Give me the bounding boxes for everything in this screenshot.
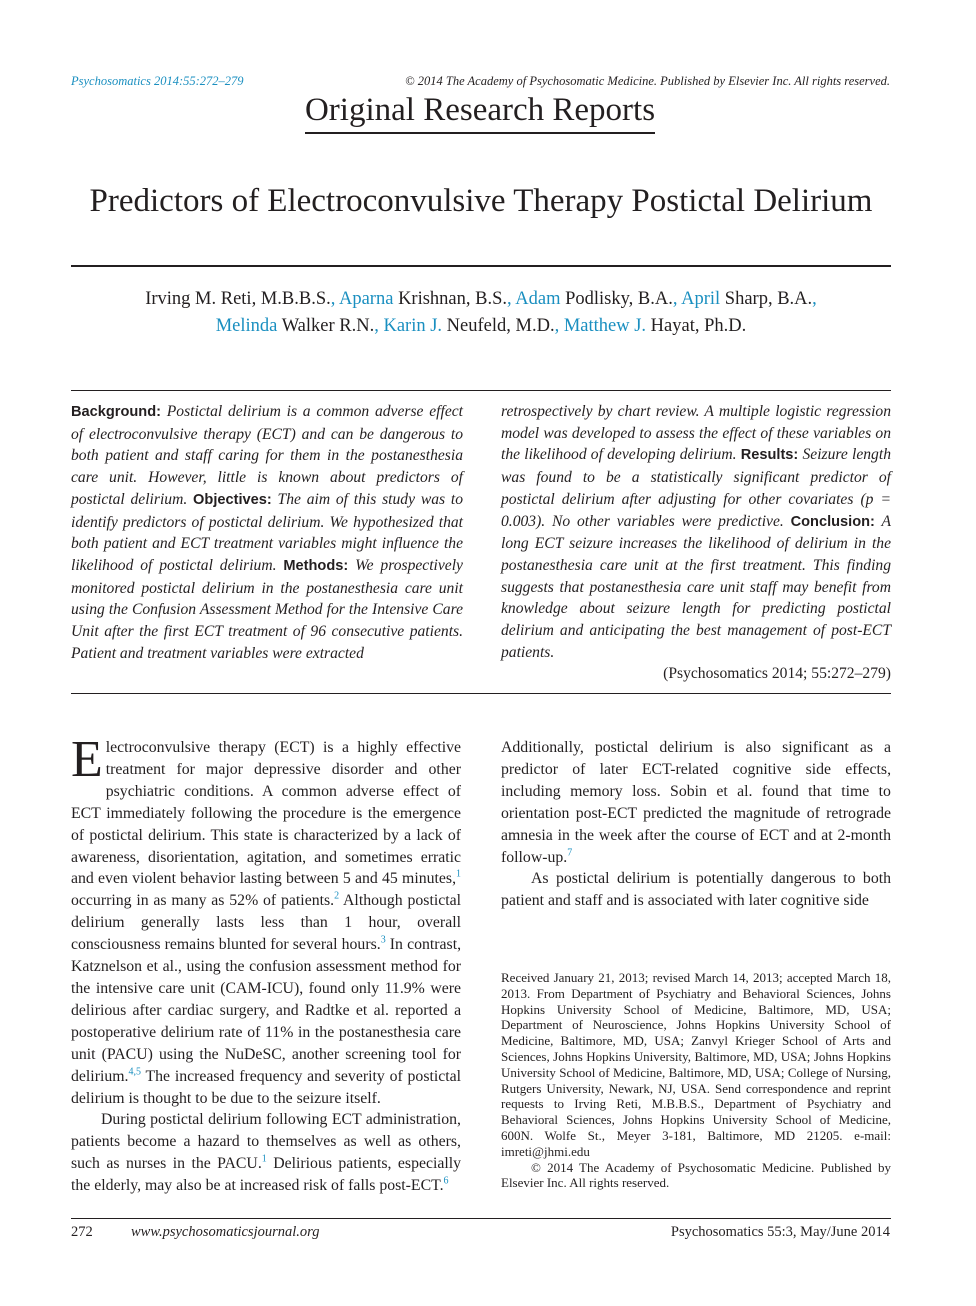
- author-list: Irving M. Reti, M.B.B.S., Aparna Krishnan, B.S., Adam Podlisky, B.A., April Sharp, B.A., Melinda Walker R.N., Karin J. Neufeld, M.D., Matthew J. Hayat, Ph.D.: [145, 289, 817, 336]
- abstract-bottom-divider: [71, 693, 891, 694]
- author-link[interactable]: Melinda: [215, 316, 278, 336]
- abstract-text: Seizure length was found to be a statistically significant predictor of postictal delirium after adjusting for other covariates (p = 0.003). No other variables were predictive.: [501, 446, 891, 530]
- reference-link[interactable]: 4,5: [128, 1066, 141, 1078]
- section-heading: [0, 90, 960, 134]
- journal-website-link[interactable]: www.psychosomaticsjournal.org: [131, 1224, 320, 1240]
- author-name: Neufeld, M.D.: [446, 316, 555, 336]
- body-paragraph: Electroconvulsive therapy (ECT) is a highly effective treatment for major depressive disorder and other psychiatric conditions. A common adverse effect of ECT immediately following the procedure is the emergence of postictal delirium. This state is characterized by a lack of awareness, disorientation, agitation, and sometimes erratic and even violent behavior lasting between 5 and 45 minutes,$^1$ occurring in as many as 52% of patients.$^2$ Although postictal delirium generally lasts less than 1 hour, overall consciousness remains blunted for several hours.$^3$ In contrast, Katznelson et al., using the confusion assessment method for the intensive care unit (CAM-ICU), found only 11.9% were delirious after cardiac surgery, and Radtke et al. reported a postoperative delirium rate of 11% in the postanesthesia care unit (PACU) using the NuDeSC, another screening tool for delirium.$^{4,5}$ The increased frequency and severity of postictal delirium is thought to be due to the seizure itself.: [71, 731, 462, 1107]
- section-heading-label: Original Research Reports: [305, 90, 655, 134]
- author-name: Podlisky, B.A.: [565, 289, 673, 309]
- reference-link[interactable]: 6: [443, 1175, 449, 1187]
- abstract-left-column: [71, 401, 463, 664]
- abstract-label: Results:: [740, 447, 799, 464]
- author-name: Krishnan, B.S.: [398, 289, 508, 309]
- copyright-notice: © 2014 The Academy of Psychosomatic Medicine. Published by Elsevier Inc. All rights reserved.: [405, 74, 890, 88]
- reference-link[interactable]: 2: [334, 891, 340, 903]
- journal-issue: Psychosomatics 55:3, May/June 2014: [670, 1224, 890, 1240]
- reference-link[interactable]: 3: [380, 934, 386, 946]
- author-link[interactable]: April: [681, 289, 721, 309]
- reference-link[interactable]: 7: [567, 847, 573, 859]
- abstract-label: Methods:: [283, 557, 349, 574]
- author-link[interactable]: Adam: [515, 289, 561, 309]
- author-link[interactable]: Matthew J.: [563, 316, 647, 336]
- author-link[interactable]: Karin J.: [383, 316, 443, 336]
- article-footnote: [501, 970, 891, 1191]
- page-number: 272: [71, 1224, 93, 1240]
- journal-reference[interactable]: Psychosomatics 2014:55:272–279: [71, 74, 244, 88]
- author-link[interactable]: Aparna: [338, 289, 394, 309]
- author-name: Irving M. Reti, M.B.B.S.: [145, 289, 331, 309]
- footnote-text: Received January 21, 2013; revised March 14, 2013; accepted March 18, 2013. From Department of Psychiatry and Behavioral Sciences, Johns Hopkins University School of Medicine, Baltimore, MD, USA; Department of Neuroscience, Johns Hopkins University School of Medicine, Baltimore, MD, USA; Zanvyl Krieger School of Arts and Sciences, Johns Hopkins University, Baltimore, MD, USA; Johns Hopkins University School of Medicine, Baltimore, MD, USA; College of Nursing, Rutgers University, Newark, NJ, USA. Send correspondence and reprint requests to Irving Reti, M.B.B.S., Department of Psychiatry and Behavioral Sciences, Johns Hopkins University School of Medicine, 600N. Wolfe St., Meyer 3-181, Baltimore, MD 21205. e-mail: imreti@jhmi.edu: [501, 970, 891, 1159]
- abstract-text: The aim of this study was to identify predictors of postictal delirium. We hypothesized that both patient and ECT treatment variables might influence the likelihood of postictal delirium.: [71, 490, 463, 574]
- abstract-label: Background:: [71, 404, 161, 420]
- author-name: Sharp, B.A.: [724, 289, 813, 309]
- body-left-column: [71, 731, 462, 1197]
- author-name: Hayat, Ph.D.: [650, 316, 747, 336]
- footer-divider: [71, 1218, 891, 1219]
- abstract-top-divider: [71, 390, 891, 391]
- abstract-label: Objectives:: [193, 491, 272, 508]
- abstract-text: A long ECT seizure increases the likelihood of delirium in the postanesthesia care unit at the first treatment. This finding suggests that postanesthesia care unit staff may benefit from knowledge about seizure length for predicting postictal delirium and anticipating the best management of post-ECT patients.: [501, 512, 891, 661]
- body-paragraph: During postictal delirium following ECT administration, patients become a hazard to themselves as well as others, such as nurses in the PACU.$^1$ Delirious patients, especially the elderly, may also be at increased risk of falls post-ECT.$^6$: [71, 1111, 462, 1195]
- body-paragraph: As postictal delirium is potentially dangerous to both patient and staff and is associated with later cognitive side: [501, 870, 892, 910]
- abstract-label: Conclusion:: [790, 513, 875, 530]
- reference-link[interactable]: 1: [456, 869, 462, 881]
- abstract-right-column: [501, 401, 891, 685]
- abstract-citation: (Psychosomatics 2014; 55:272–279): [663, 665, 891, 683]
- drop-cap: E: [71, 731, 103, 788]
- author-name: Walker R.N.: [281, 316, 375, 336]
- reference-link[interactable]: 1: [261, 1153, 267, 1165]
- body-paragraph: Additionally, postictal delirium is also significant as a predictor of later ECT-related cognitive side effects, including memory loss. Sobin et al. found that time to orientation post-ECT predicted the magnitude of retrograde amnesia in the week after the course of ECT and at 2-month follow-up.$^7$: [501, 739, 892, 866]
- footnote-copyright: © 2014 The Academy of Psychosomatic Medicine. Published by Elsevier Inc. All rights reserved.: [501, 1159, 891, 1191]
- body-right-column: [501, 737, 891, 912]
- article-title: Predictors of Electroconvulsive Therapy Postictal Delirium: [89, 183, 873, 219]
- abstract-text: retrospectively by chart review. A multiple logistic regression model was developed to assess the effect of these variables on the likelihood of developing delirium.: [501, 403, 891, 464]
- abstract-text: Postictal delirium is a common adverse effect of electroconvulsive therapy (ECT) and can be dangerous to both patient and staff caring for them in the postanesthesia care unit. However, little is known about predictors of postictal delirium.: [71, 403, 463, 508]
- abstract-text: We prospectively monitored postictal delirium in the postanesthesia care unit using the Confusion Assessment Method for the Intensive Care Unit after the first ECT treatment of 96 consecutive patients. Patient and treatment variables were extracted: [71, 556, 463, 662]
- title-divider: [71, 265, 891, 267]
